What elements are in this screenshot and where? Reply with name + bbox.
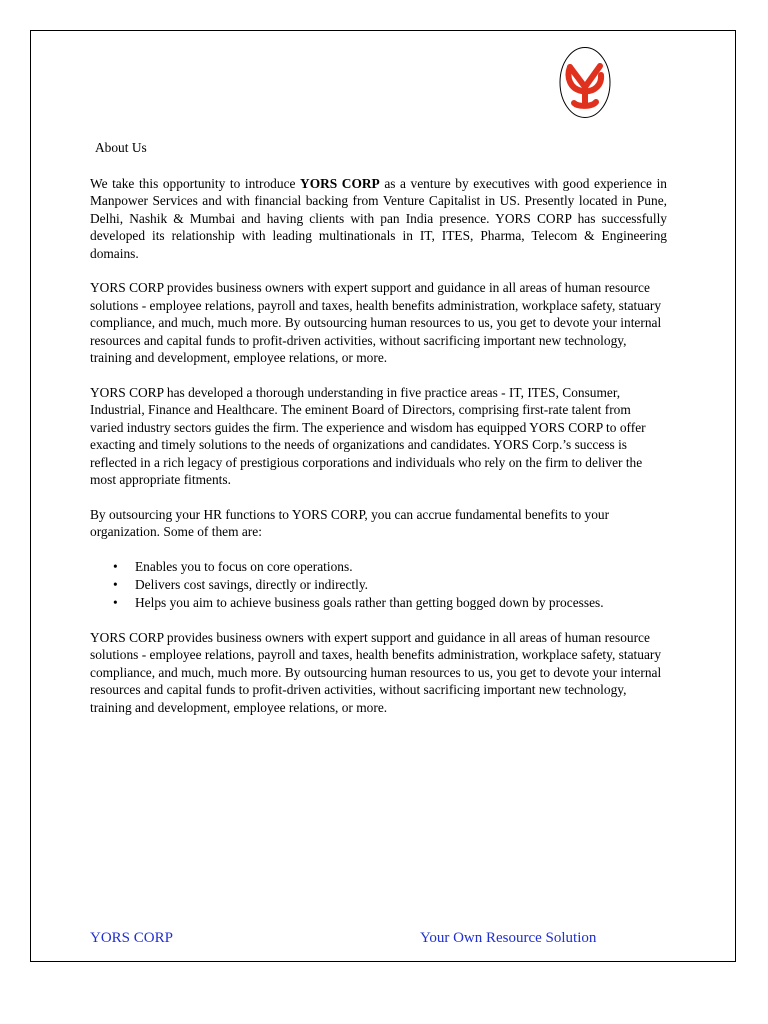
- benefits-intro-paragraph: By outsourcing your HR functions to YORS CORP, you can accrue fundamental benefits to your organization. Some of them are:: [90, 506, 610, 539]
- page-border-bottom: [30, 961, 736, 962]
- list-item-text: Delivers cost savings, directly or indirectly.: [135, 576, 369, 592]
- intro-text-end: as a venture by executives with good experience in Manpower Services and with financial backing from Venture Capitalist in US. Presently located in Pune, Delhi, Nashik & Mumbai and having clients with pan India presence. YORS CORP has successfully developed its relationship with leading multinationals in IT, ITES, Pharma, Telecom & Engineering domains.: [90, 175, 667, 261]
- bullet-icon: •: [113, 576, 118, 592]
- intro-paragraph: [90, 175, 667, 263]
- yors-corp-logo-icon: [558, 45, 612, 120]
- list-item: [113, 558, 667, 576]
- document-body: [90, 139, 667, 733]
- bullet-icon: •: [113, 558, 118, 574]
- list-item: [113, 576, 667, 594]
- company-name-bold: YORS CORP: [300, 175, 380, 191]
- footer-company-name: YORS CORP: [90, 930, 173, 946]
- benefits-list: [90, 558, 667, 612]
- practice-areas-paragraph: YORS CORP has developed a thorough understanding in five practice areas - IT, ITES, Consumer, Industrial, Finance and Healthcare. The eminent Board of Directors, comprising first-rate talent from varied industry sectors guides the firm. The experience and wisdom has equipped YORS CORP to offer exacting and timely solutions to the needs of organizations and candidates. YORS Corp.’s success is reflected in a rich legacy of prestigious corporations and individuals who rely on the firm to deliver the most appropriate fitments.: [90, 384, 646, 487]
- list-item-text: Enables you to focus on core operations.: [135, 558, 353, 574]
- closing-paragraph: YORS CORP provides business owners with expert support and guidance in all areas of human resource solutions - employee relations, payroll and taxes, health benefits administration, workplace safety, statuary compliance, and much, much more. By outsourcing human resources to us, you get to devote your internal resources and capital funds to profit-driven activities, without sacrificing important new technology, training and development, employee relations, or more.: [90, 629, 662, 715]
- list-item-text: Helps you aim to achieve business goals rather than getting bogged down by processes.: [135, 594, 604, 610]
- intro-text-start: We take this opportunity to introduce: [90, 175, 301, 191]
- page-heading: About Us: [95, 140, 147, 155]
- services-paragraph: YORS CORP provides business owners with expert support and guidance in all areas of human resource solutions - employee relations, payroll and taxes, health benefits administration, workplace safety, statuary compliance, and much, much more. By outsourcing human resources to us, you get to devote your internal resources and capital funds to profit-driven activities, without sacrificing important new technology, training and development, employee relations, or more.: [90, 280, 662, 365]
- list-item: [113, 594, 667, 612]
- footer-tagline: Your Own Resource Solution: [420, 930, 597, 946]
- bullet-icon: •: [113, 594, 118, 610]
